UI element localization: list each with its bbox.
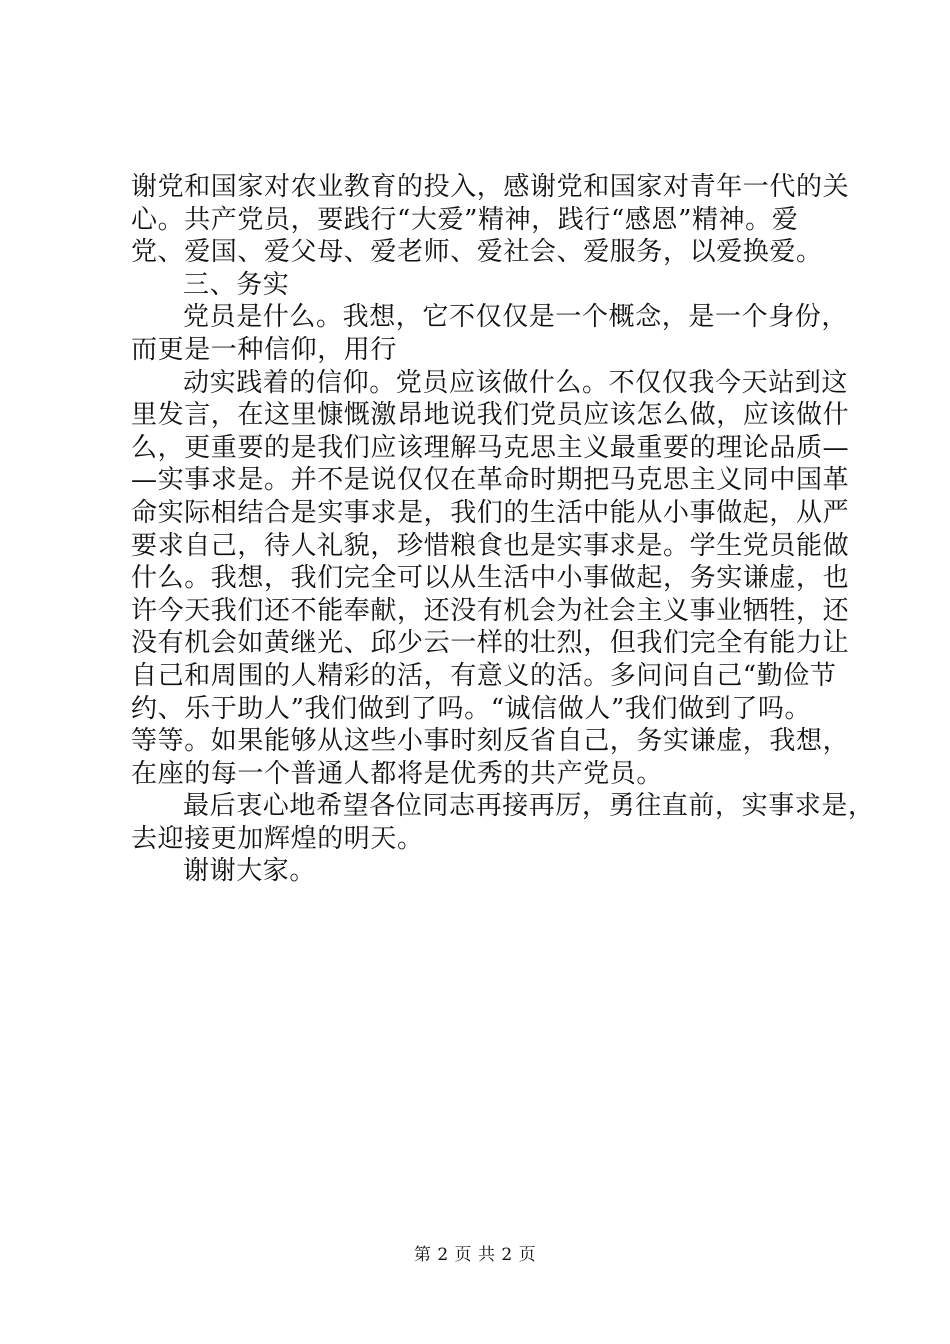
closing-line: 谢谢大家。 [183,856,317,887]
page-footer [0,1244,950,1266]
text-line: 等等。如果能够从这些小事时刻反省自己，务实谦虚，我想， [131,726,850,757]
text-line: 党、爱国、爱父母、爱老师、爱社会、爱服务，以爱换爱。 [131,237,823,268]
text-line: 么，更重要的是我们应该理解马克思主义最重要的理论品质— [131,432,850,463]
text-line: 动实践着的信仰。党员应该做什么。不仅仅我今天站到这 [183,367,849,398]
text-line: 心。共产党员，要践行“大爱”精神，践行“感恩”精神。爱 [131,204,799,235]
page-number-label: 第 2 页 共 2 页 [413,1245,537,1265]
text-line: 许今天我们还不能奉献，还没有机会为社会主义事业牺牲，还 [131,595,850,626]
text-line: —实事求是。并不是说仅仅在革命时期把马克思主义同中国革 [131,465,850,496]
text-line: 命实际相结合是实事求是，我们的生活中能从小事做起，从严 [131,497,850,528]
text-line: 最后衷心地希望各位同志再接再厉，勇往直前，实事求是， [183,791,875,822]
text-line: 而更是一种信仰，用行 [131,334,398,365]
text-line: 去迎接更加辉煌的明天。 [131,823,424,854]
text-line: 约、乐于助人”我们做到了吗。“诚信做人”我们做到了吗。 [131,693,812,724]
text-line: 里发言，在这里慷慨激昂地说我们党员应该怎么做，应该做什 [131,400,850,431]
document-body [131,171,875,888]
text-line: 党员是什么。我想，它不仅仅是一个概念，是一个身份， [183,302,849,333]
text-line: 自己和周围的人精彩的活，有意义的活。多问问自己“勤俭节 [131,660,837,691]
text-line: 在座的每一个普通人都将是优秀的共产党员。 [131,758,664,789]
text-line: 什么。我想，我们完全可以从生活中小事做起，务实谦虚，也 [131,563,850,594]
section-heading: 三、务实 [183,269,290,300]
text-line: 没有机会如黄继光、邱少云一样的壮烈，但我们完全有能力让 [131,628,850,659]
text-line: 要求自己，待人礼貌，珍惜粮食也是实事求是。学生党员能做 [131,530,850,561]
text-line: 谢党和国家对农业教育的投入，感谢党和国家对青年一代的关 [131,172,850,202]
